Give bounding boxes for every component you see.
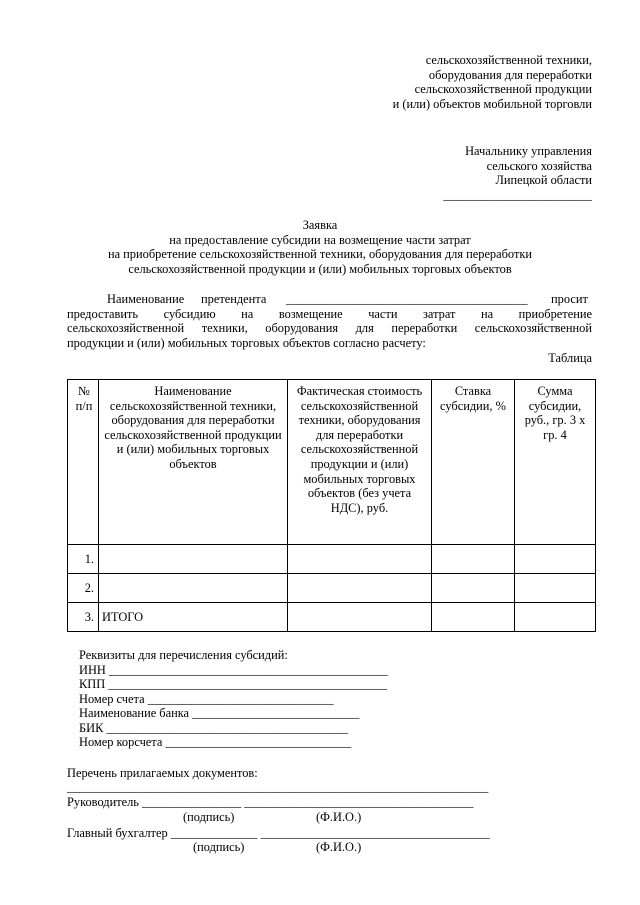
director-signature-caption: (подпись) bbox=[183, 810, 235, 824]
row-name-cell[interactable] bbox=[99, 545, 288, 574]
column-header-sum: Сумма субсидии, руб., гр. 3 х гр. 4 bbox=[515, 380, 596, 545]
addressee-line: Начальнику управления bbox=[465, 144, 592, 158]
requisites-title: Реквизиты для перечисления субсидий: bbox=[79, 648, 288, 662]
request-text-line: предоставить субсидию на возмещение части затрат на приобретение bbox=[67, 307, 592, 321]
row-cost-cell[interactable] bbox=[288, 574, 432, 603]
attachments-field[interactable]: ____________________________________________________________________ bbox=[67, 780, 489, 794]
header-line: сельскохозяйственной техники, bbox=[425, 53, 592, 67]
column-header-rate: Ставка субсидии, % bbox=[432, 380, 515, 545]
row-cost-cell[interactable] bbox=[288, 545, 432, 574]
table-row bbox=[68, 545, 596, 574]
header-line: и (или) объектов мобильной торговли bbox=[392, 96, 592, 111]
row-total-label: ИТОГО bbox=[99, 603, 288, 632]
row-rate-cell[interactable] bbox=[432, 603, 515, 632]
column-header-cost: Фактическая стоимость сельскохозяйственной техники, оборудования для переработки сельскохозяйственной продукции и (или) мобильных торговых объектов (без учета НДС), руб. bbox=[288, 380, 432, 545]
column-header-name: Наименование сельскохозяйственной техники, оборудования для переработки сельскохозяйственной продукции и (или) мобильных торговых объектов bbox=[99, 380, 288, 545]
row-rate-cell[interactable] bbox=[432, 574, 515, 603]
attachments-title: Перечень прилагаемых документов: bbox=[67, 766, 258, 780]
applicant-label-c: просит bbox=[551, 292, 588, 306]
row-sum-cell[interactable] bbox=[515, 574, 596, 603]
table-label: Таблица bbox=[548, 351, 592, 365]
accountant-signature-line[interactable]: Главный бухгалтер ______________ _____________________________________ bbox=[67, 826, 490, 840]
row-number: 2. bbox=[68, 574, 99, 603]
addressee-block bbox=[443, 144, 592, 202]
row-number: 1. bbox=[68, 545, 99, 574]
title-line: на предоставление субсидии на возмещение части затрат bbox=[169, 232, 471, 247]
addressee-blank: ________________________ bbox=[443, 187, 592, 202]
accountant-signature-caption: (подпись) bbox=[193, 840, 245, 854]
table-row bbox=[68, 574, 596, 603]
title-word: Заявка bbox=[302, 218, 338, 232]
document-title bbox=[0, 218, 640, 276]
title-line: сельскохозяйственной продукции и (или) мобильных торговых объектов bbox=[128, 261, 512, 276]
row-sum-cell[interactable] bbox=[515, 545, 596, 574]
corr-account-field[interactable]: Номер корсчета ______________________________ bbox=[79, 735, 352, 749]
inn-field[interactable]: ИНН _____________________________________________ bbox=[79, 663, 388, 677]
director-signature-line[interactable]: Руководитель ________________ _____________________________________ bbox=[67, 795, 474, 809]
bik-field[interactable]: БИК _______________________________________ bbox=[79, 721, 349, 735]
row-rate-cell[interactable] bbox=[432, 545, 515, 574]
applicant-label-b: претендента bbox=[201, 292, 267, 306]
row-sum-cell[interactable] bbox=[515, 603, 596, 632]
column-header-number: № п/п bbox=[68, 380, 99, 545]
header-line: сельскохозяйственной продукции bbox=[414, 82, 592, 97]
request-text-line: сельскохозяйственной техники, оборудования для переработки сельскохозяйственной bbox=[67, 321, 592, 335]
bank-name-field[interactable]: Наименование банка ___________________________ bbox=[79, 706, 360, 720]
request-text-line: продукции и (или) мобильных торговых объектов согласно расчету: bbox=[67, 336, 426, 350]
addressee-line: сельского хозяйства bbox=[486, 158, 592, 173]
row-number: 3. bbox=[68, 603, 99, 632]
reference-header bbox=[393, 53, 592, 111]
account-number-field[interactable]: Номер счета ______________________________ bbox=[79, 692, 334, 706]
table-row bbox=[68, 603, 596, 632]
director-fio-caption: (Ф.И.О.) bbox=[316, 810, 362, 824]
applicant-name-field[interactable]: _______________________________________ bbox=[286, 292, 528, 306]
kpp-field[interactable]: КПП _____________________________________________ bbox=[79, 677, 388, 691]
applicant-label-a: Наименование bbox=[107, 292, 185, 306]
row-name-cell[interactable] bbox=[99, 574, 288, 603]
calculation-table bbox=[67, 379, 596, 632]
header-line: оборудования для переработки bbox=[428, 67, 592, 82]
accountant-fio-caption: (Ф.И.О.) bbox=[316, 840, 362, 854]
title-line: на приобретение сельскохозяйственной техники, оборудования для переработки bbox=[107, 247, 533, 262]
row-cost-cell[interactable] bbox=[288, 603, 432, 632]
addressee-line: Липецкой области bbox=[495, 173, 592, 188]
